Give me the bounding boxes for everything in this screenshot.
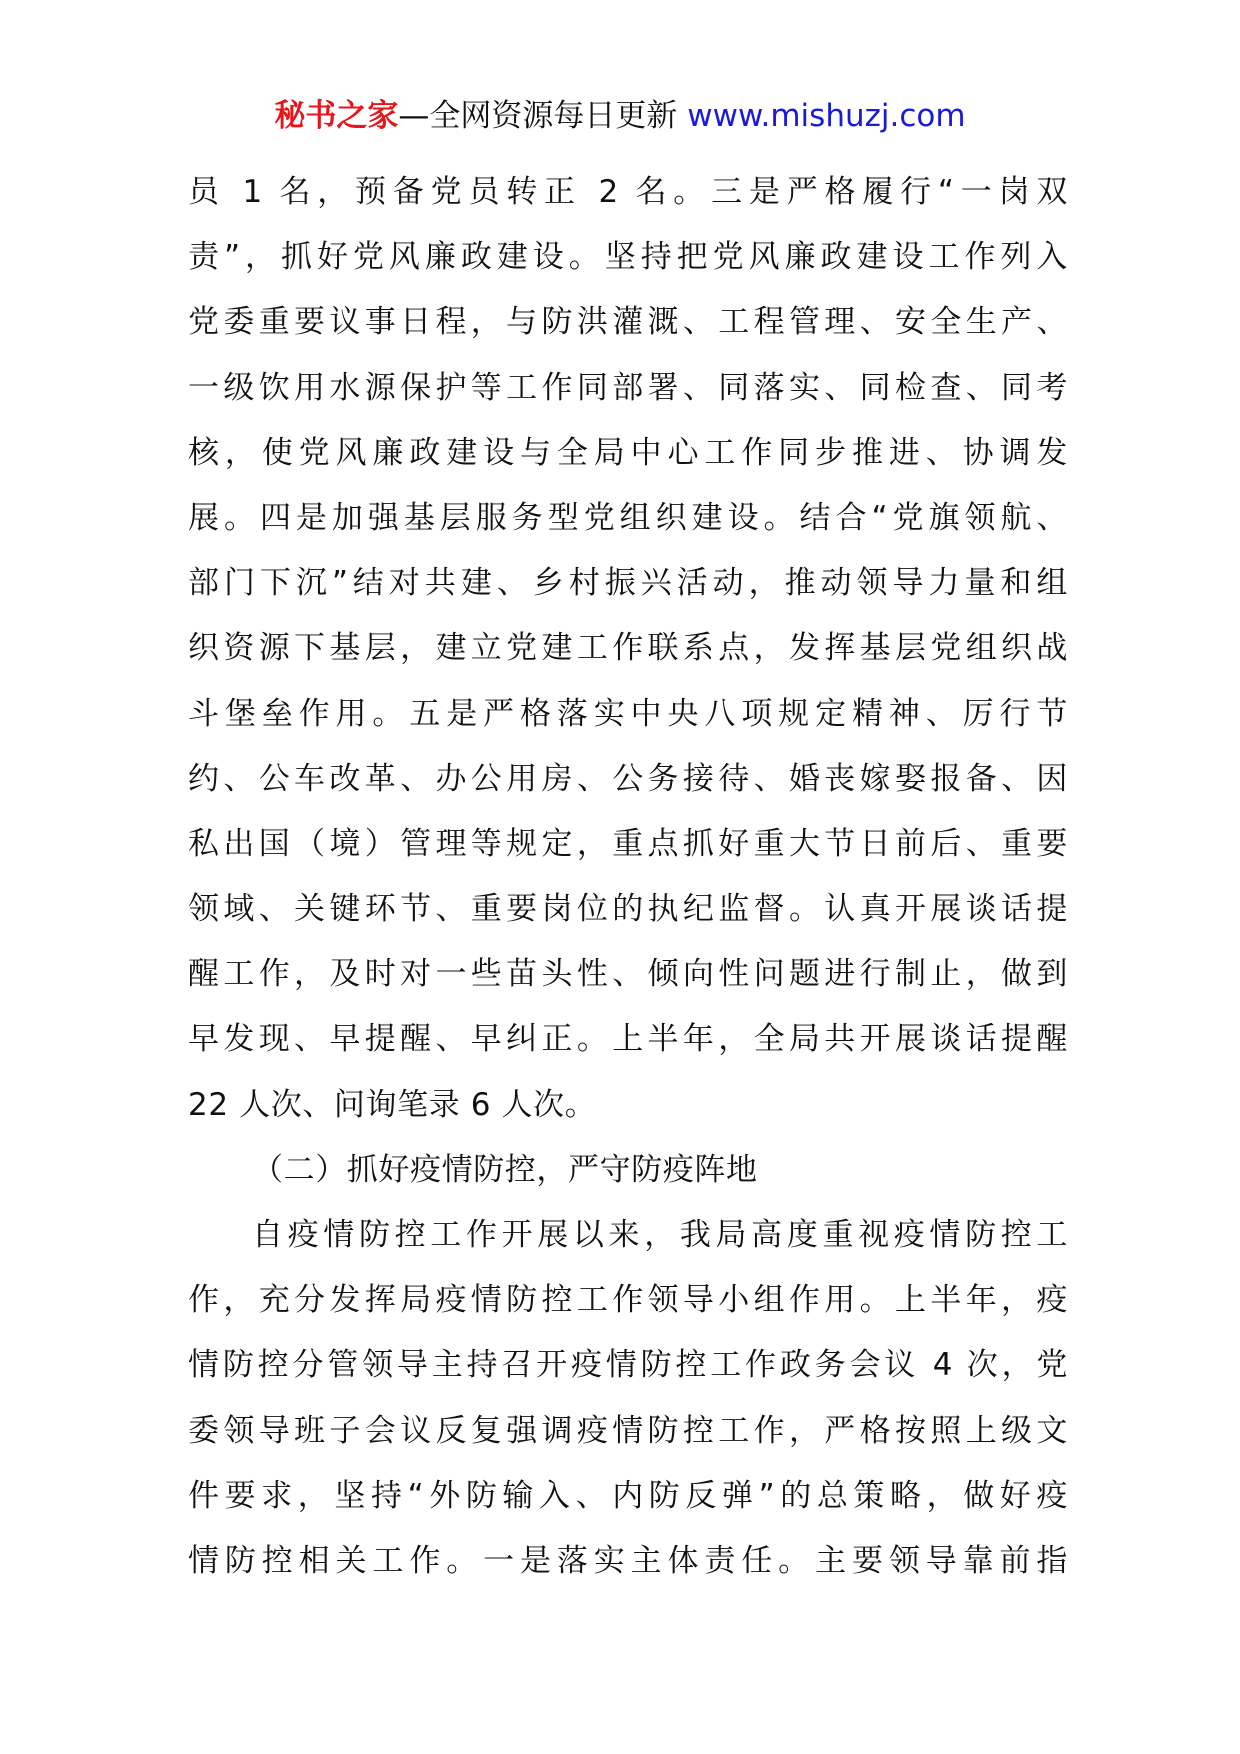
brand-name: 秘书之家 (274, 98, 399, 134)
text-line: 斗堡垒作用。五是严格落实中央八项规定精神、厉行节 (188, 695, 1068, 732)
text-line: 情防控分管领导主持召开疫情防控工作政务会议 4 次，党 (188, 1347, 1068, 1384)
text-line: 醒工作，及时对一些苗头性、倾向性问题进行制止，做到 (188, 956, 1068, 993)
text-line: 早发现、早提醒、早纠正。上半年，全局共开展谈话提醒 (188, 1021, 1068, 1058)
document-body (188, 160, 1068, 1594)
text-line: 私出国（境）管理等规定，重点抓好重大节日前后、重要 (188, 825, 1068, 862)
site-url[interactable]: www.mishuzj.com (687, 98, 966, 134)
text-line: 核，使党风廉政建设与全局中心工作同步推进、协调发 (188, 434, 1068, 471)
section-heading: （二）抓好疫情防控，严守防疫阵地 (252, 1151, 758, 1188)
text-line: 员 1 名，预备党员转正 2 名。三是严格履行“一岗双 (188, 174, 1068, 210)
text-line: 一级饮用水源保护等工作同部署、同落实、同检查、同考 (188, 369, 1068, 406)
text-line: 展。四是加强基层服务型党组织建设。结合“党旗领航、 (188, 499, 1068, 536)
site-header (0, 96, 1240, 136)
text-line: 件要求，坚持“外防输入、内防反弹”的总策略，做好疫 (188, 1477, 1068, 1514)
header-tagline: —全网资源每日更新 (398, 98, 688, 134)
text-line: 党委重要议事日程，与防洪灌溉、工程管理、安全生产、 (188, 304, 1068, 341)
text-line: 约、公车改革、办公用房、公务接待、婚丧嫁娶报备、因 (188, 760, 1068, 797)
text-line: 自疫情防控工作开展以来，我局高度重视疫情防控工 (252, 1217, 1068, 1253)
text-line: 部门下沉”结对共建、乡村振兴活动，推动领导力量和组 (188, 565, 1068, 602)
text-line: 责”，抓好党风廉政建设。坚持把党风廉政建设工作列入 (188, 239, 1068, 276)
text-line: 织资源下基层，建立党建工作联系点，发挥基层党组织战 (188, 630, 1068, 667)
text-line: 作，充分发挥局疫情防控工作领导小组作用。上半年，疫 (188, 1282, 1068, 1319)
text-line: 22 人次、问询笔录 6 人次。 (188, 1086, 597, 1123)
text-line: 委领导班子会议反复强调疫情防控工作，严格按照上级文 (188, 1412, 1068, 1449)
text-line: 情防控相关工作。一是落实主体责任。主要领导靠前指 (188, 1542, 1068, 1579)
text-line: 领域、关键环节、重要岗位的执纪监督。认真开展谈话提 (188, 891, 1068, 928)
